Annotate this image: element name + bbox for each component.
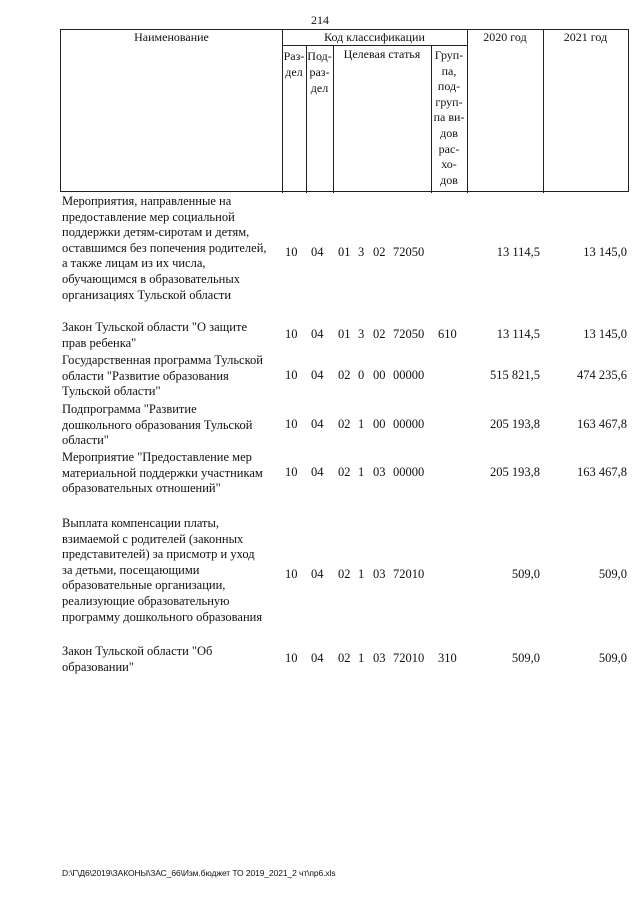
page-number: 214 (311, 13, 329, 27)
row-name: Мероприятия, направленные на предоставление мер социальной поддержки детям-сиротам и детям, оставшимся без попечения родителей, а также лицам из их числа, обучающимся в образовательных организациях Тульской области (62, 194, 267, 302)
target-event-cell: 03 (373, 465, 386, 479)
value-2021-cell: 163 467,8 (577, 465, 627, 479)
header-classification: Код классификации (324, 30, 425, 44)
value-2021-cell: 163 467,8 (577, 417, 627, 431)
target-event-cell: 03 (373, 651, 386, 665)
header-razdel: Раз- дел (283, 49, 305, 79)
razdel-cell: 10 (285, 327, 298, 341)
value-2021-cell: 509,0 (598, 567, 627, 581)
value-2020-cell: 509,0 (511, 651, 540, 665)
row-name: Подпрограмма "Развитие дошкольного образования Тульской области" (62, 402, 253, 448)
target-program-cell: 02 (338, 417, 351, 431)
file-path-footer: D:\Г\Д6\2019\ЗАКОНЫ\ЗАС_66\Изм.бюджет ТО 2019_2021_2 чт\пр6.xls (62, 868, 336, 878)
row-name: Закон Тульской области "О защите прав ребенка" (62, 320, 247, 350)
razdel-cell: 10 (285, 245, 298, 259)
target-direction-cell: 00000 (393, 368, 425, 382)
header-year-2020: 2020 год (483, 30, 527, 44)
podrazdel-cell: 04 (311, 245, 324, 259)
razdel-cell: 10 (285, 465, 298, 479)
value-2021-cell: 474 235,6 (577, 368, 627, 382)
target-event-cell: 02 (373, 327, 386, 341)
value-2020-cell: 13 114,5 (496, 327, 540, 341)
target-direction-cell: 72010 (393, 651, 425, 665)
table-row (0, 402, 640, 448)
target-subprogram-cell: 0 (358, 368, 365, 382)
target-program-cell: 02 (338, 567, 351, 581)
target-subprogram-cell: 3 (358, 327, 365, 341)
target-program-cell: 01 (338, 327, 351, 341)
table-row (0, 353, 640, 399)
podrazdel-cell: 04 (311, 567, 324, 581)
row-name: Закон Тульской области "Об образовании" (62, 644, 213, 674)
podrazdel-cell: 04 (311, 651, 324, 665)
target-subprogram-cell: 1 (358, 567, 365, 581)
table-row (0, 516, 640, 634)
row-name: Мероприятие "Предоставление мер материальной поддержки участникам образовательных отношений" (62, 450, 263, 496)
target-program-cell: 02 (338, 368, 351, 382)
value-2020-cell: 515 821,5 (490, 368, 540, 382)
razdel-cell: 10 (285, 417, 298, 431)
table-row (0, 450, 640, 496)
row-name: Государственная программа Тульской области "Развитие образования Тульской области" (62, 353, 263, 399)
table-row (0, 194, 640, 312)
target-program-cell: 02 (338, 465, 351, 479)
row-name: Выплата компенсации платы, взимаемой с родителей (законных представителей) за присмотр и уход за детьми, посещающими образовательные организации, реализующие образовательную программу дошкольного образования (62, 516, 263, 624)
header-year-2021: 2021 год (563, 30, 608, 44)
podrazdel-cell: 04 (311, 368, 324, 382)
value-2021-cell: 13 145,0 (583, 245, 627, 259)
target-program-cell: 01 (338, 245, 351, 259)
header-podrazdel: Под- раз- дел (307, 49, 332, 95)
target-subprogram-cell: 1 (358, 651, 365, 665)
target-event-cell: 02 (373, 245, 386, 259)
value-2020-cell: 205 193,8 (490, 465, 540, 479)
value-2020-cell: 205 193,8 (490, 417, 540, 431)
target-direction-cell: 72050 (393, 245, 425, 259)
target-event-cell: 00 (373, 417, 386, 431)
target-direction-cell: 00000 (393, 417, 425, 431)
table-header (60, 29, 629, 192)
podrazdel-cell: 04 (311, 417, 324, 431)
value-2021-cell: 13 145,0 (583, 327, 627, 341)
target-subprogram-cell: 1 (358, 465, 365, 479)
podrazdel-cell: 04 (311, 465, 324, 479)
value-2021-cell: 509,0 (598, 651, 627, 665)
target-direction-cell: 72050 (393, 327, 425, 341)
razdel-cell: 10 (285, 567, 298, 581)
expense-group-cell: 610 (438, 327, 457, 341)
expense-group-cell: 310 (438, 651, 457, 665)
podrazdel-cell: 04 (311, 327, 324, 341)
target-event-cell: 03 (373, 567, 386, 581)
target-subprogram-cell: 3 (358, 245, 365, 259)
razdel-cell: 10 (285, 651, 298, 665)
target-direction-cell: 72010 (393, 567, 425, 581)
razdel-cell: 10 (285, 368, 298, 382)
header-target: Целевая статья (343, 47, 421, 61)
target-event-cell: 00 (373, 368, 386, 382)
value-2020-cell: 509,0 (511, 567, 540, 581)
target-subprogram-cell: 1 (358, 417, 365, 431)
header-group: Груп- па, под- груп- па ви- дов рас- хо- дов (433, 48, 465, 187)
table-row (0, 320, 640, 350)
table-row (0, 644, 640, 674)
value-2020-cell: 13 114,5 (496, 245, 540, 259)
target-program-cell: 02 (338, 651, 351, 665)
header-name: Наименование (134, 30, 209, 44)
target-direction-cell: 00000 (393, 465, 425, 479)
